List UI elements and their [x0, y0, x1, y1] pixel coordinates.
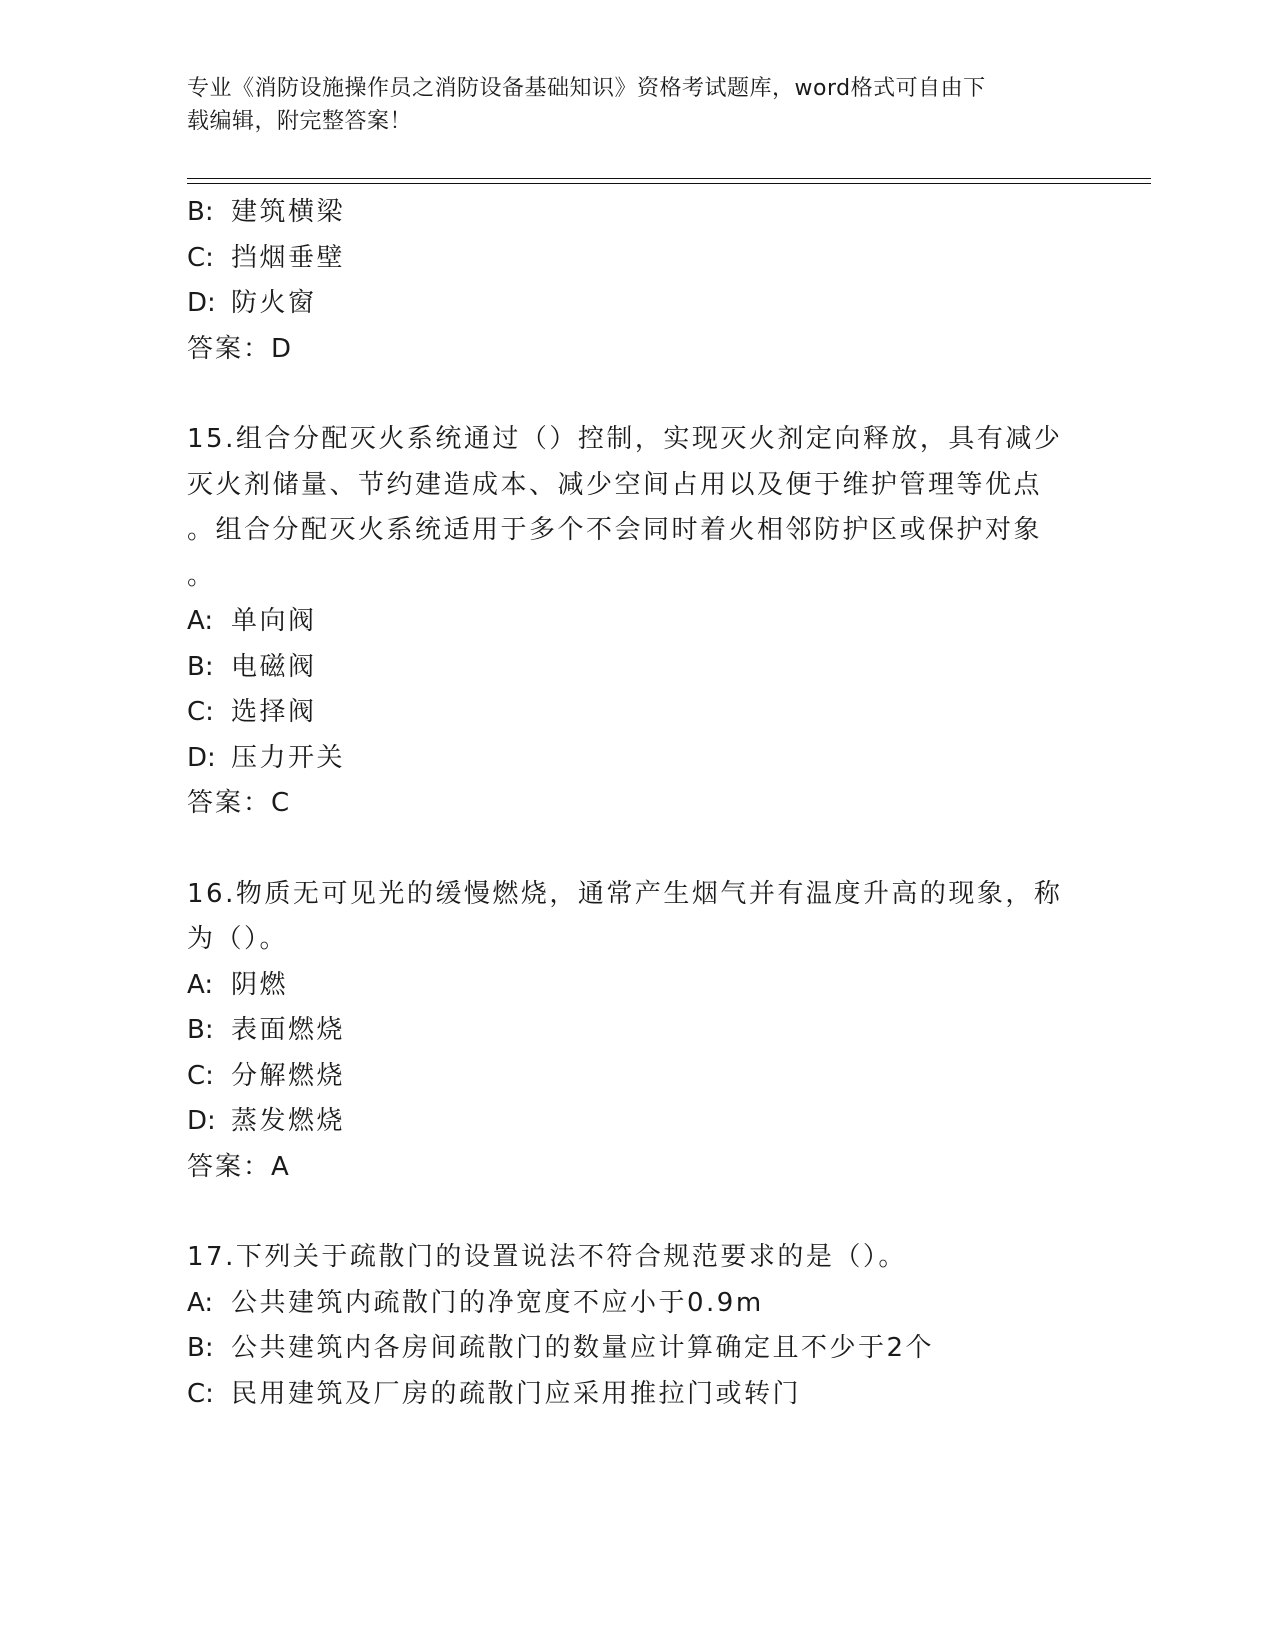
question-16 — [187, 872, 1087, 1191]
header-line-1: 专业《消防设施操作员之消防设备基础知识》资格考试题库，word格式可自由下 — [187, 76, 986, 101]
question-15-line-4: 。 — [187, 560, 216, 591]
spacer — [187, 372, 1087, 417]
option-b: B: 电磁阀 — [187, 651, 317, 682]
question-16-line-2: 为（）。 — [187, 924, 289, 954]
prev-question-options — [187, 190, 1087, 327]
option-b: B: 建筑横梁 — [187, 197, 346, 227]
question-15-line-2: 灭火剂储量、节约建造成本、减少空间占用以及便于维护管理等优点 — [187, 469, 1043, 500]
question-17-line-1: 17.下列关于疏散门的设置说法不符合规范要求的是（）。 — [187, 1242, 907, 1272]
question-15 — [187, 417, 1087, 827]
document-body — [187, 190, 1087, 1417]
option-a: A: 单向阀 — [187, 606, 317, 636]
question-15-line-1: 15.组合分配灭火系统通过（）控制，实现灭火剂定向释放，具有减少 — [187, 424, 1063, 454]
option-b: B: 表面燃烧 — [187, 1015, 346, 1045]
prev-question-answer: 答案：D — [187, 333, 294, 364]
header-line-2: 载编辑，附完整答案！ — [187, 109, 413, 134]
question-16-answer: 答案：A — [187, 1151, 291, 1182]
option-c: C: 选择阀 — [187, 697, 317, 727]
option-a: A: 阴燃 — [187, 969, 289, 1000]
question-17 — [187, 1235, 1087, 1417]
option-c: C: 挡烟垂壁 — [187, 242, 346, 273]
spacer — [187, 827, 1087, 872]
spacer — [187, 1190, 1087, 1235]
question-15-answer: 答案：C — [187, 788, 292, 818]
question-15-line-3: 。组合分配灭火系统适用于多个不会同时着火相邻防护区或保护对象 — [187, 515, 1043, 545]
document-header — [187, 72, 1087, 138]
question-16-line-1: 16.物质无可见光的缓慢燃烧，通常产生烟气并有温度升高的现象，称 — [187, 878, 1063, 909]
option-d: D: 压力开关 — [187, 742, 346, 773]
option-b: B: 公共建筑内各房间疏散门的数量应计算确定且不少于2个 — [187, 1333, 935, 1363]
option-a: A: 公共建筑内疏散门的净宽度不应小于0.9m — [187, 1287, 764, 1318]
option-d: D: 蒸发燃烧 — [187, 1106, 346, 1136]
header-divider — [187, 178, 1151, 184]
option-c: C: 民用建筑及厂房的疏散门应采用推拉门或转门 — [187, 1378, 802, 1409]
option-c: C: 分解燃烧 — [187, 1060, 346, 1091]
option-d: D: 防火窗 — [187, 288, 317, 318]
